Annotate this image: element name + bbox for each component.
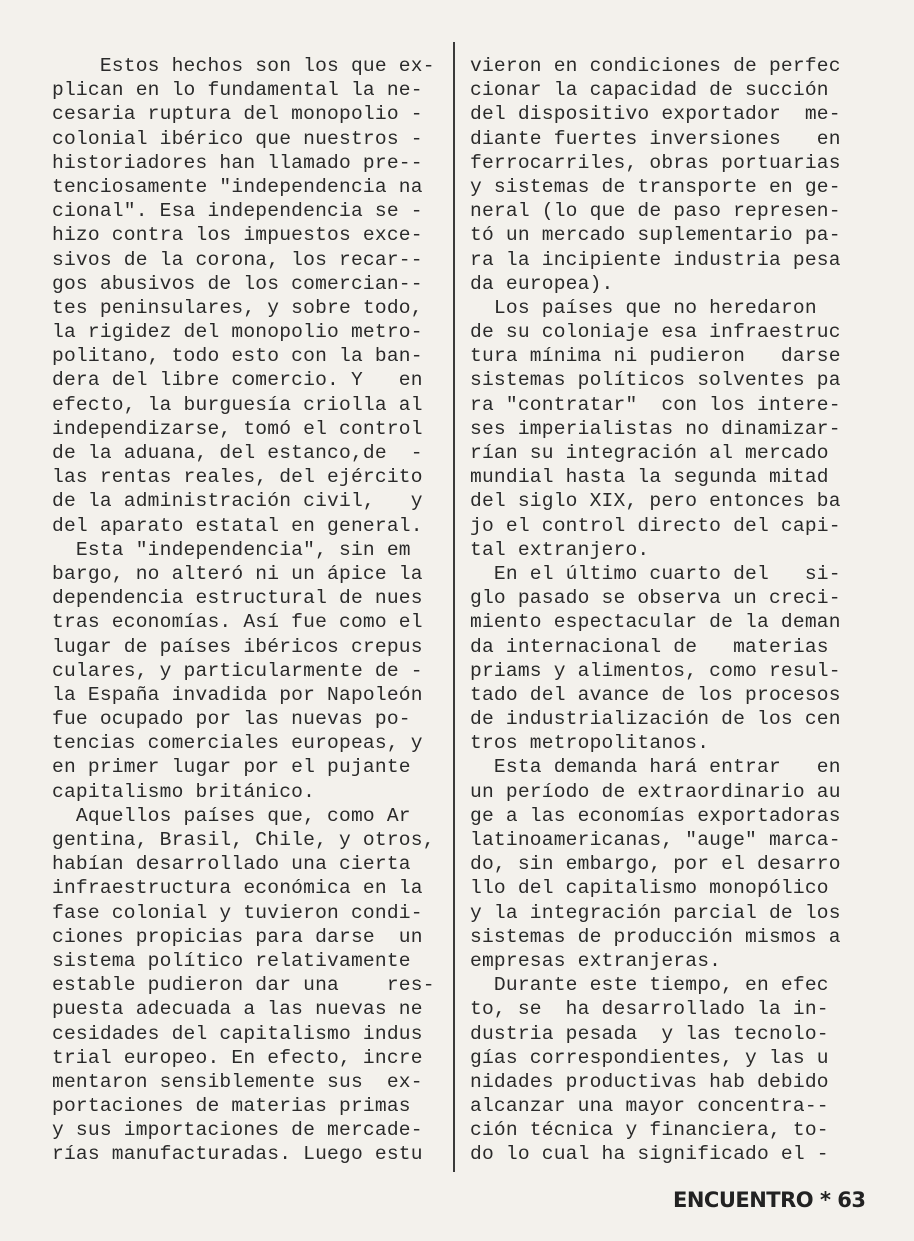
text-line: tura mínima ni pudieron darse xyxy=(470,345,841,368)
text-line: priams y alimentos, como resul- xyxy=(470,659,841,682)
text-line: ra "contratar" con los intere- xyxy=(470,393,841,416)
text-line: la España invadida por Napoleón xyxy=(52,683,423,706)
text-line: del siglo XIX, pero entonces ba xyxy=(470,490,841,513)
text-line: to, se ha desarrollado la in- xyxy=(470,998,829,1021)
text-line: Aquellos países que, como Ar xyxy=(52,804,411,827)
text-line: ge a las economías exportadoras xyxy=(470,804,841,827)
text-line: gos abusivos de los comercian-- xyxy=(52,272,423,295)
text-line: rían su integración al mercado xyxy=(470,442,829,464)
text-line: tencias comerciales europeas, y xyxy=(52,732,423,755)
text-line: tes peninsulares, y sobre todo, xyxy=(52,296,423,319)
text-line: gentina, Brasil, Chile, y otros, xyxy=(52,829,435,851)
text-line: miento espectacular de la deman xyxy=(470,611,841,634)
text-line: culares, y particularmente de - xyxy=(52,659,423,682)
text-line: la rigidez del monopolio metro- xyxy=(52,321,423,344)
text-line: llo del capitalismo monopólico xyxy=(470,877,829,900)
text-line: Estos hechos son los que ex- xyxy=(52,55,435,77)
text-line: empresas extranjeras. xyxy=(470,949,722,972)
text-line: ra la incipiente industria pesa xyxy=(470,248,841,271)
text-line: plican en lo fundamental la ne- xyxy=(52,79,423,102)
text-line: portaciones de materias primas xyxy=(52,1095,411,1118)
text-line: cional". Esa independencia se - xyxy=(52,200,423,223)
text-line: tado del avance de los procesos xyxy=(470,683,841,706)
text-line: cesidades del capitalismo indus xyxy=(52,1022,423,1045)
text-line: sistemas políticos solventes pa xyxy=(470,369,841,392)
text-line: da europea). xyxy=(470,272,614,295)
text-line: trial europeo. En efecto, incre xyxy=(52,1046,423,1069)
text-line: de la administración civil, y xyxy=(52,490,423,513)
text-line: y la integración parcial de los xyxy=(470,901,841,924)
page-footer: ENCUENTRO * 63 xyxy=(673,1188,866,1212)
text-line: tal extranjero. xyxy=(470,538,650,561)
text-line: alcanzar una mayor concentra-- xyxy=(470,1095,829,1118)
text-line: sistemas de producción mismos a xyxy=(470,925,841,948)
text-line: y sus importaciones de mercade- xyxy=(52,1119,423,1142)
text-line: tenciosamente "independencia na xyxy=(52,175,423,198)
text-line: tros metropolitanos. xyxy=(470,732,710,755)
text-line: capitalismo británico. xyxy=(52,780,316,803)
text-line: rías manufacturadas. Luego estu xyxy=(52,1143,423,1166)
text-line: dependencia estructural de nues xyxy=(52,587,423,610)
text-line: Esta demanda hará entrar en xyxy=(470,756,841,779)
text-line: colonial ibérico que nuestros - xyxy=(52,127,423,150)
text-line: da internacional de materias xyxy=(470,635,829,658)
left-column xyxy=(52,54,438,1167)
text-line: de la aduana, del estanco,de - xyxy=(52,442,423,464)
text-line: cionar la capacidad de succión xyxy=(470,79,829,102)
text-line: En el último cuarto del si- xyxy=(470,562,841,585)
text-line: de su coloniaje esa infraestruc xyxy=(470,321,841,344)
text-line: gías correspondientes, y las u xyxy=(470,1046,829,1069)
text-line: hizo contra los impuestos exce- xyxy=(52,224,423,247)
text-line: ferrocarriles, obras portuarias xyxy=(470,151,841,174)
text-line: cesaria ruptura del monopolio - xyxy=(52,103,423,126)
text-line: nidades productivas hab debido xyxy=(470,1070,829,1093)
text-line: independizarse, tomó el control xyxy=(52,417,423,440)
text-line: ción técnica y financiera, to- xyxy=(470,1119,829,1142)
text-line: lugar de países ibéricos crepus xyxy=(52,635,423,658)
text-line: historiadores han llamado pre-- xyxy=(52,151,423,174)
column-divider xyxy=(453,42,455,1172)
right-column xyxy=(470,54,850,1167)
text-line: do lo cual ha significado el - xyxy=(470,1143,829,1166)
text-line: dera del libre comercio. Y en xyxy=(52,369,423,392)
text-line: Los países que no heredaron xyxy=(470,296,817,319)
text-line: politano, todo esto con la ban- xyxy=(52,345,423,368)
text-line: del dispositivo exportador me- xyxy=(470,103,841,126)
text-line: tó un mercado suplementario pa- xyxy=(470,224,841,247)
text-line: puesta adecuada a las nuevas ne xyxy=(52,998,423,1021)
text-line: mentaron sensiblemente sus ex- xyxy=(52,1070,423,1093)
text-line: do, sin embargo, por el desarro xyxy=(470,853,841,876)
text-line: habían desarrollado una cierta xyxy=(52,853,411,876)
text-line: y sistemas de transporte en ge- xyxy=(470,175,841,198)
text-line: vieron en condiciones de perfec xyxy=(470,55,841,77)
text-line: ses imperialistas no dinamizar- xyxy=(470,417,841,440)
text-line: Durante este tiempo, en efec xyxy=(470,974,829,997)
text-line: tras economías. Así fue como el xyxy=(52,611,423,634)
text-line: efecto, la burguesía criolla al xyxy=(52,393,423,416)
text-line: glo pasado se observa un creci- xyxy=(470,587,841,610)
text-line: sivos de la corona, los recar-- xyxy=(52,248,423,271)
text-line: ciones propicias para darse un xyxy=(52,925,423,948)
text-line: neral (lo que de paso represen- xyxy=(470,200,841,223)
text-line: del aparato estatal en general. xyxy=(52,514,423,537)
text-line: infraestructura económica en la xyxy=(52,877,423,900)
text-line: Esta "independencia", sin em xyxy=(52,538,411,561)
text-line: un período de extraordinario au xyxy=(470,780,841,803)
text-line: las rentas reales, del ejército xyxy=(52,466,423,489)
text-line: bargo, no alteró ni un ápice la xyxy=(52,562,423,585)
text-line: mundial hasta la segunda mitad xyxy=(470,466,829,489)
text-line: de industrialización de los cen xyxy=(470,708,841,731)
text-line: en primer lugar por el pujante xyxy=(52,756,411,779)
text-line: latinoamericanas, "auge" marca- xyxy=(470,829,841,851)
text-line: fase colonial y tuvieron condi- xyxy=(52,901,423,924)
text-line: estable pudieron dar una res- xyxy=(52,974,435,997)
text-line: sistema político relativamente xyxy=(52,949,411,972)
text-line: dustria pesada y las tecnolo- xyxy=(470,1022,829,1045)
text-line: jo el control directo del capi- xyxy=(470,514,841,537)
text-line: diante fuertes inversiones en xyxy=(470,127,841,150)
text-line: fue ocupado por las nuevas po- xyxy=(52,708,411,731)
